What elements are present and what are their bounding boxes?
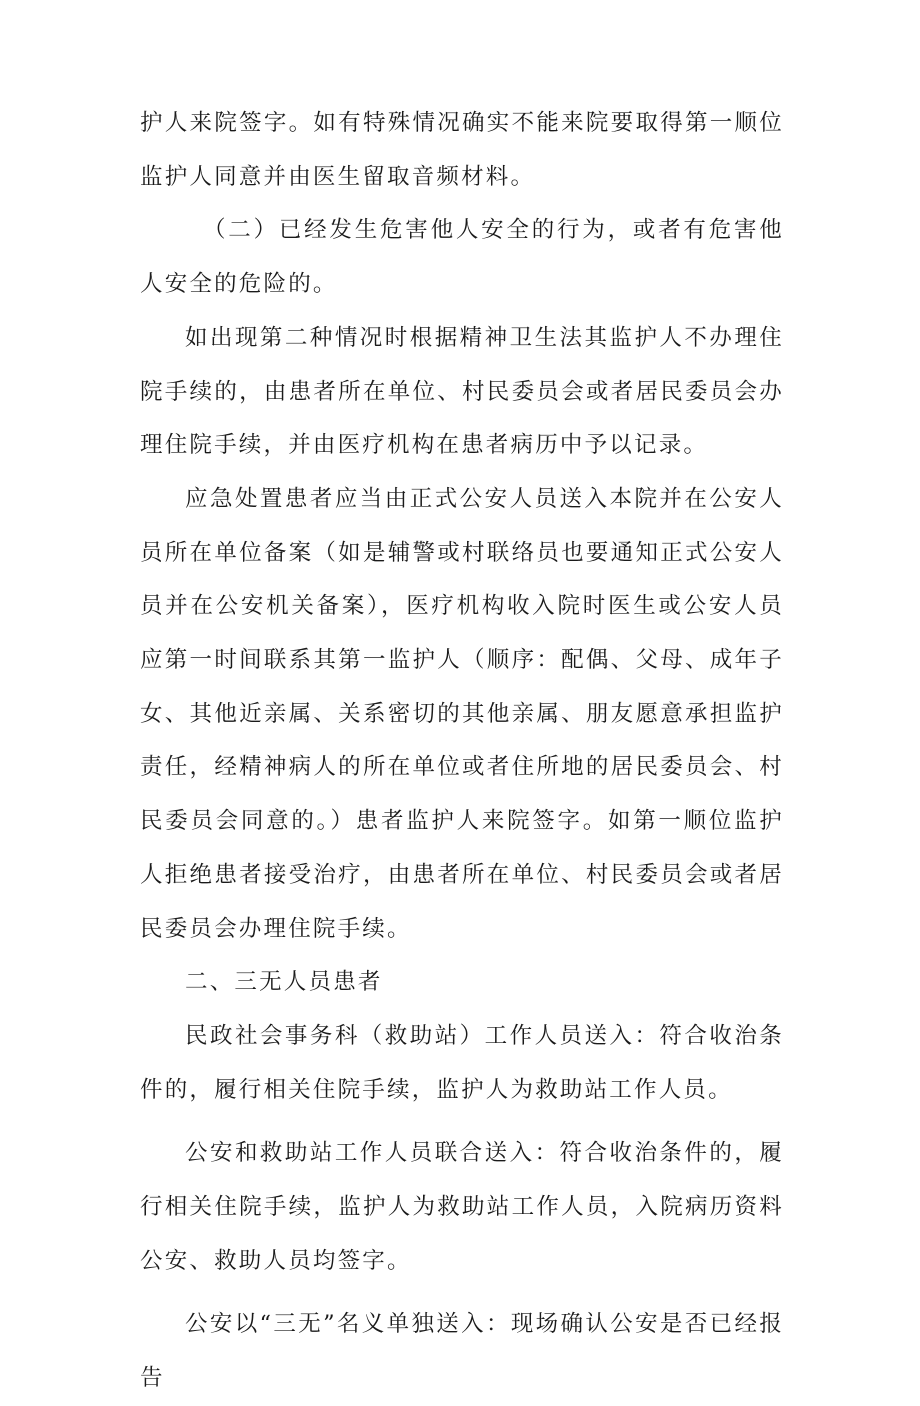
paragraph-guardian-signature: 护人来院签字。如有特殊情况确实不能来院要取得第一顺位监护人同意并由医生留取音频材料。 (140, 110, 784, 190)
paragraph-police-admission: 公安以“三无”名义单独送入：现场确认公安是否已经报告 (140, 1311, 784, 1392)
section-heading-three-without: 二、三无人员患者 (185, 969, 383, 996)
paragraph-emergency-handling: 应急处置患者应当由正式公安人员送入本院并在公安人员所在单位备案（如是辅警或村联络员也要通知正式公安人员并在公安机关备案），医疗机构收入院时医生或公安人员应第一时间联系其第一监护人（顺序：配偶、父母、成年子女、其他近亲属、关系密切的其他亲属、朋友愿意承担监护责任，经精神病人的所在单位或者住所地的居民委员会、村民委员会同意的。）患者监护人来院签字。如第一顺位监护人拒绝患者接受治疗，由患者所在单位、村民委员会或者居民委员会办理住院手续。 (140, 485, 784, 942)
paragraph-joint-admission: 公安和救助站工作人员联合送入：符合收治条件的，履行相关住院手续，监护人为救助站工作人员，入院病历资料公安、救助人员均签字。 (140, 1140, 784, 1274)
paragraph-second-situation: 如出现第二种情况时根据精神卫生法其监护人不办理住院手续的，由患者所在单位、村民委员会或者居民委员会办理住院手续，并由医疗机构在患者病历中予以记录。 (140, 324, 784, 459)
document-page (140, 97, 784, 1406)
paragraph-clause-two: （二）已经发生危害他人安全的行为，或者有危害他人安全的危险的。 (140, 217, 784, 298)
paragraph-civil-affairs-admission: 民政社会事务科（救助站）工作人员送入：符合收治条件的，履行相关住院手续，监护人为救助站工作人员。 (140, 1022, 784, 1103)
